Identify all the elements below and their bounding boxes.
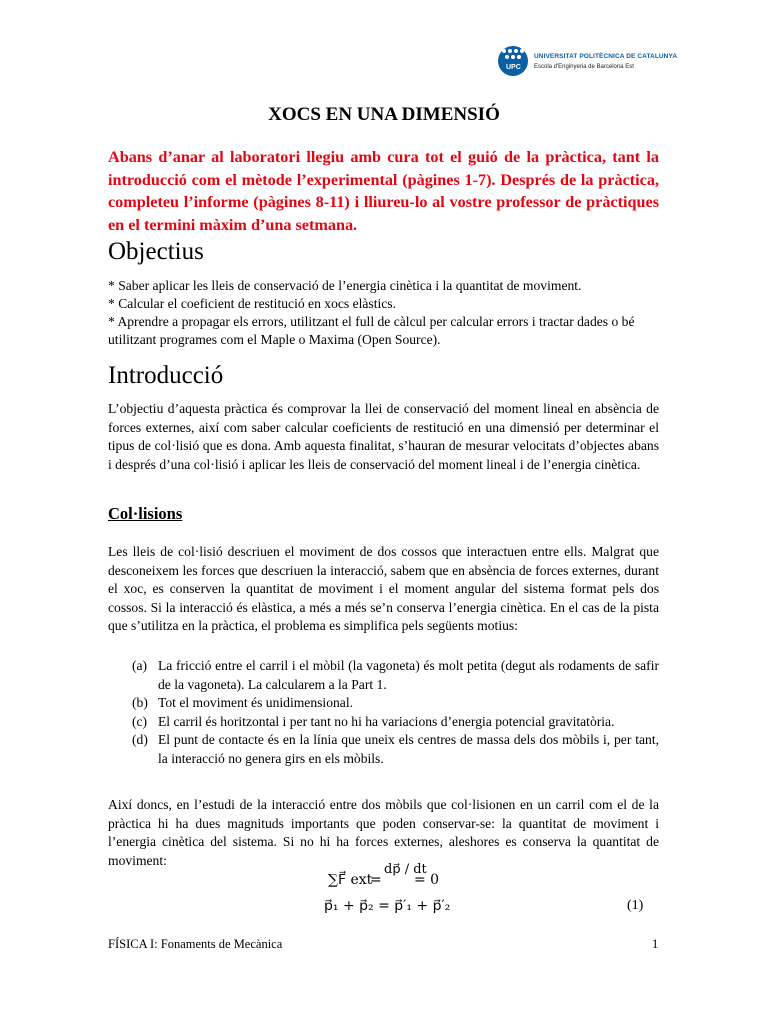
logo-abbreviation: UPC — [506, 64, 521, 71]
introduction-paragraph: L’objectiu d’aquesta pràctica és comprovar la llei de conservació del moment lineal en absència de forces externes, així com saber calcular coeficients de restitució en una dimensió per determinar el tipus de col·lisió que es dona. Amb aquesta finalitat, s’hauran de mesurar velocitats d’objectes abans i després d’una col·lisió i aplicar les lleis de conservació del moment lineal i de l’energia cinètica. — [108, 401, 659, 472]
school-name: Escola d'Enginyeria de Barcelona Est — [534, 64, 634, 70]
warning-notice: Abans d’anar al laboratori llegiu amb cura tot el guió de la pràctica, tant la introducció com el mètode l’experimental (pàgines 1-7). Després de la pràctica, completeu l’informe (pàgines 8-11) i lliureu-lo al vostre professor de pràctiques en el termini màxim d’una setmana. — [108, 148, 659, 234]
equation-equals: = — [370, 872, 382, 888]
footer-course: FÍSICA I: Fonaments de Mecànica — [108, 937, 283, 951]
introduction-heading: Introducció — [108, 362, 224, 389]
equation-momentum: p⃗₁ + p⃗₂ = p⃗′₁ + p⃗′₂ — [324, 898, 451, 914]
objective-item: * Saber aplicar les lleis de conservació de l’energia cinètica i la quantitat de moviment. — [108, 278, 582, 293]
university-name: UNIVERSITAT POLITÈCNICA DE CATALUNYA — [534, 53, 678, 60]
university-logo — [498, 46, 678, 80]
objectives-heading: Objectius — [108, 238, 204, 265]
objective-item: * Calcular el coeficient de restitució en xocs elàstics. — [108, 296, 396, 311]
equation-derivative: dp⃗ / dt — [384, 862, 427, 877]
collisions-paragraph: Les lleis de col·lisió descriuen el moviment de dos cossos que interactuen entre ells. Malgrat que desconeixem les forces que descriuen la interacció, sabem que en absència de forces externes, durant el xoc, es conserven la quantitat de moviment i el moment angular del sistema format pels dos cossos. Si la interacció és elàstica, a més a més se’n conserva l’energia cinètica. En el cas de la pista que s’utilitza en la pràctica, el problema es simplifica pels següents motius: — [108, 544, 659, 634]
equation-number: (1) — [627, 898, 644, 913]
objectives-list — [108, 277, 668, 349]
conservation-paragraph: Així doncs, en l’estudi de la interacció entre dos mòbils que col·lisionen en un carril com el de la pràctica hi ha dues magnituds importants que poden conservar-se: la quantitat de moviment i l’energia cinètica del sistema. Si no hi ha forces externes, aleshores es conserva la quantitat de moviment: — [108, 797, 659, 868]
list-item: (c) El carril és horitzontal i per tant no hi ha variacions d’energia potencial gravitatòria. — [132, 713, 615, 729]
equation-force-sum: ∑F⃗ ext — [328, 872, 373, 888]
equation-zero: = 0 — [414, 872, 440, 888]
upc-emblem-icon — [498, 46, 528, 76]
list-item: (b) Tot el moviment és unidimensional. — [132, 695, 353, 710]
list-item: (d) El punt de contacte és en la línia que uneix els centres de massa dels dos mòbils i, per tant, la interacció no genera girs en els mòbils. — [132, 732, 659, 766]
objective-item: * Aprendre a propagar els errors, utilitzant el full de càlcul per calcular errors i tractar dades o bé utilitzant programes com el Maple o Maxima (Open Source). — [108, 314, 635, 347]
collisions-heading: Col·lisions — [108, 504, 183, 523]
footer-page-number: 1 — [652, 937, 659, 951]
page-title: XOCS EN UNA DIMENSIÓ — [268, 104, 500, 125]
list-item: (a) La fricció entre el carril i el mòbil (la vagoneta) és molt petita (degut als rodaments de safir de la vagoneta). La calcularem a la Part 1. — [132, 658, 659, 692]
simplifications-list — [132, 657, 659, 768]
